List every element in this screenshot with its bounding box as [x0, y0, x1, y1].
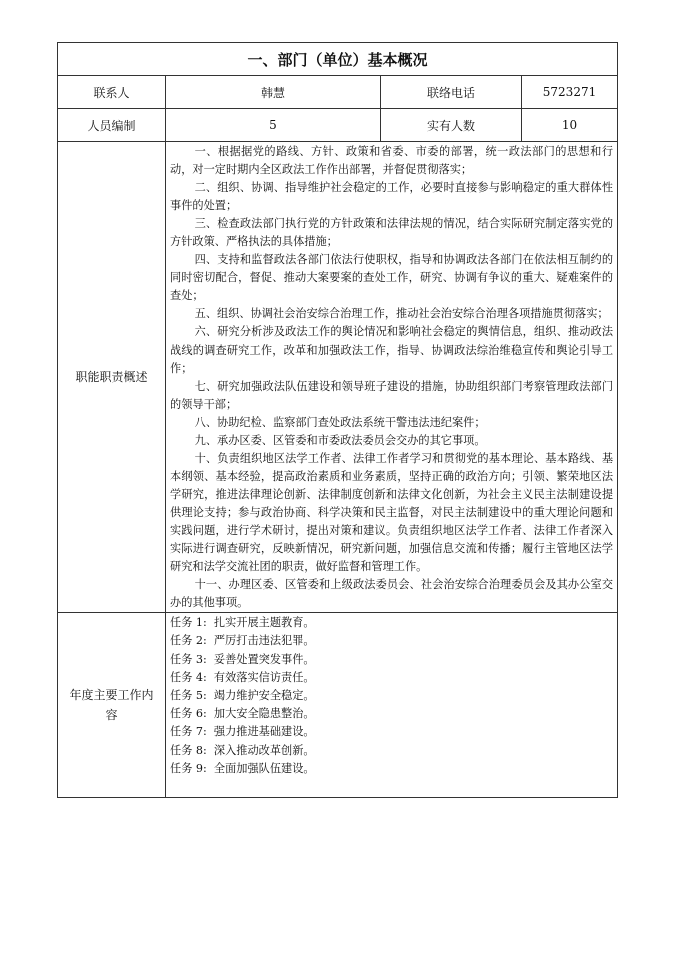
staffing-value: 5	[166, 109, 381, 142]
section-title: 一、部门（单位）基本概况	[58, 43, 618, 76]
phone-label: 联络电话	[381, 76, 522, 109]
task-item: 任务 8: 深入推动改革创新。	[170, 743, 315, 757]
task-item: 任务 9: 全面加强队伍建设。	[170, 761, 315, 775]
task-item: 任务 6: 加大安全隐患整治。	[170, 707, 315, 721]
duty-paragraph: 十、负责组织地区法学工作者、法律工作者学习和贯彻党的基本理论、基本路线、基本纲领、基本经验，提高政治素质和业务素质，坚持正确的政治方向；引领、繁荣地区法学研究，推进法律理论创新、法律制度创新和法律文化创新，为社会主义民主法制建设提供理论支持；参与政治协商、科学决策和民主监督，对民主法制建设中的重大理论问题和实践问题，进行学术研讨，提出对策和建议。负责组织地区法学工作者、法律工作者深入实际进行调查研究，反映新情况，研究新问题，加强信息交流和传播；履行主管地区法学研究和法学交流社团的职责，做好监督和管理工作。	[170, 451, 614, 574]
task-item: 任务 3: 妥善处置突发事件。	[170, 652, 315, 666]
duty-paragraph: 九、承办区委、区管委和市委政法委员会交办的其它事项。	[194, 433, 486, 447]
staffing-row	[58, 109, 618, 142]
duty-paragraph: 十一、办理区委、区管委和上级政法委员会、社会治安综合治理委员会及其办公室交办的其他事项。	[170, 578, 614, 610]
duty-paragraph: 六、研究分析涉及政法工作的舆论情况和影响社会稳定的舆情信息，组织、推动政法战线的调查研究工作，改革和加强政法工作，指导、协调政法综治维稳宣传和舆论引导工作；	[170, 325, 614, 375]
contact-value: 韩慧	[166, 76, 381, 109]
duty-paragraph: 三、检查政法部门执行党的方针政策和法律法规的情况，结合实际研究制定落实党的方针政策、严格执法的具体措施；	[170, 217, 614, 249]
actual-staff-label: 实有人数	[381, 109, 522, 142]
staffing-label: 人员编制	[58, 109, 166, 142]
tasks-row	[58, 613, 618, 798]
task-item: 任务 1: 扎实开展主题教育。	[170, 616, 315, 630]
duty-paragraph: 四、支持和监督政法各部门依法行使职权，指导和协调政法各部门在依法相互制约的同时密切配合，督促、推动大案要案的查处工作，研究、协调有争议的重大、疑难案件的查处；	[170, 253, 614, 303]
task-item: 任务 7: 强力推进基础建设。	[170, 725, 315, 739]
task-item: 任务 2: 严厉打击违法犯罪。	[170, 634, 315, 648]
contact-label: 联系人	[58, 76, 166, 109]
phone-value: 5723271	[522, 76, 618, 109]
duty-paragraph: 五、组织、协调社会治安综合治理工作，推动社会治安综合治理各项措施贯彻落实；	[194, 307, 609, 321]
duty-paragraph: 七、研究加强政法队伍建设和领导班子建设的措施，协助组织部门考察管理政法部门的领导干部；	[170, 379, 614, 411]
duties-label: 职能职责概述	[58, 142, 166, 613]
duties-content	[166, 142, 618, 613]
actual-staff-value: 10	[522, 109, 618, 142]
duties-row	[58, 142, 618, 613]
tasks-content	[166, 613, 618, 798]
duty-paragraph: 八、协助纪检、监察部门查处政法系统干警违法违纪案件；	[194, 415, 486, 429]
overview-table	[57, 42, 618, 798]
task-item: 任务 4: 有效落实信访责任。	[170, 670, 315, 684]
duty-paragraph: 二、组织、协调、指导维护社会稳定的工作，必要时直接参与影响稳定的重大群体性事件的处置；	[170, 181, 614, 213]
task-item: 任务 5: 竭力维护安全稳定。	[170, 689, 315, 703]
contact-row	[58, 76, 618, 109]
duty-paragraph: 一、根据据党的路线、方针、政策和省委、市委的部署，统一政法部门的思想和行动，对一定时期内全区政法工作作出部署，并督促贯彻落实；	[170, 145, 614, 177]
tasks-label: 年度主要工作内容	[58, 613, 166, 798]
